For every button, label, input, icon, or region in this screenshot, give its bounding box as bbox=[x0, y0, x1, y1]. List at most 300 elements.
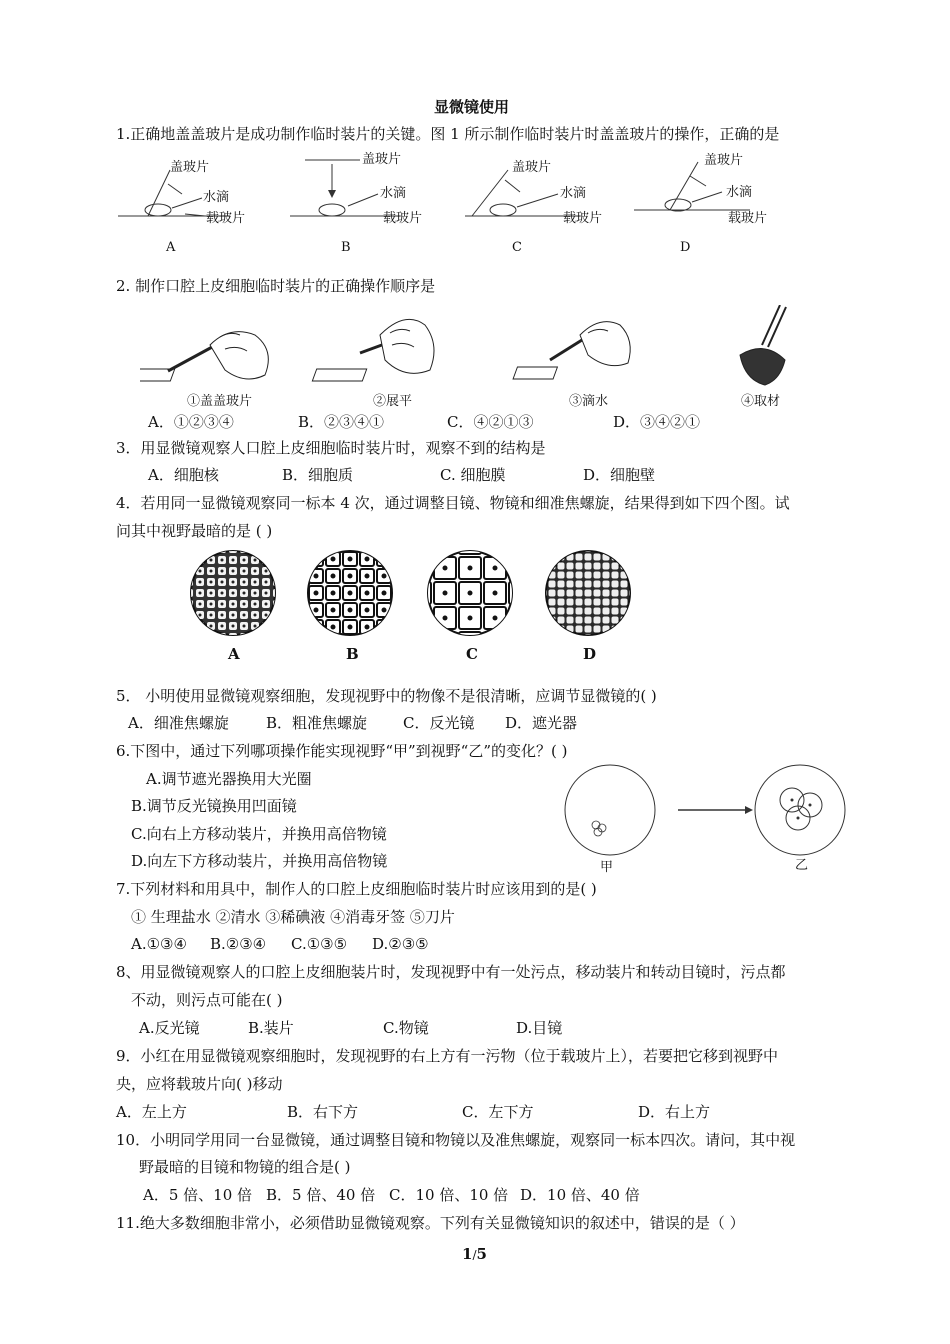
cell bbox=[585, 617, 592, 624]
cell bbox=[284, 589, 292, 597]
cell bbox=[558, 644, 565, 646]
cell bbox=[603, 581, 610, 588]
cell-nucleus bbox=[232, 614, 235, 617]
cell-nucleus bbox=[349, 609, 352, 612]
cell bbox=[549, 581, 556, 588]
cell bbox=[576, 635, 583, 642]
cell bbox=[621, 563, 628, 570]
cell-nucleus bbox=[349, 575, 352, 578]
cell-nucleus bbox=[276, 625, 279, 628]
cell-nucleus bbox=[469, 567, 472, 570]
cell bbox=[621, 545, 628, 552]
cell bbox=[558, 554, 565, 561]
cell-nucleus bbox=[199, 636, 202, 639]
field-label-c: C bbox=[466, 645, 478, 663]
cell bbox=[531, 563, 538, 570]
cell-nucleus bbox=[265, 548, 268, 551]
cell bbox=[603, 617, 610, 624]
cell bbox=[251, 545, 259, 553]
cell bbox=[273, 545, 281, 553]
cell-nucleus bbox=[366, 558, 369, 561]
cell bbox=[567, 545, 574, 552]
cell bbox=[309, 545, 323, 549]
cell-nucleus bbox=[210, 559, 213, 562]
cell-nucleus bbox=[276, 603, 279, 606]
cell-nucleus bbox=[254, 636, 257, 639]
cell-nucleus bbox=[332, 609, 335, 612]
cell bbox=[585, 626, 592, 633]
cell-nucleus bbox=[400, 626, 403, 629]
q6-option-b: B.调节反光镜换用凹面镜 bbox=[131, 797, 297, 815]
cell-nucleus bbox=[349, 592, 352, 595]
cell-nucleus bbox=[243, 614, 246, 617]
cell-nucleus bbox=[276, 636, 279, 639]
cell bbox=[558, 572, 565, 579]
cell bbox=[292, 586, 306, 600]
cell bbox=[540, 563, 547, 570]
cell bbox=[284, 633, 292, 641]
cell-nucleus bbox=[494, 567, 497, 570]
cell-nucleus bbox=[199, 603, 202, 606]
cell bbox=[509, 607, 531, 629]
question-1-text: 1.正确地盖盖玻片是成功制作临时装片的关键。图 1 所示制作临时装片时盖盖玻片的操作，正确的是 bbox=[116, 125, 780, 143]
cell bbox=[509, 557, 531, 579]
cell-nucleus bbox=[383, 626, 386, 629]
cell-nucleus bbox=[287, 581, 290, 584]
cell bbox=[576, 626, 583, 633]
option-letter: A bbox=[166, 240, 176, 255]
cell bbox=[549, 644, 556, 646]
question-9-line2: 央，应将载玻片向( )移动 bbox=[116, 1075, 283, 1093]
q7-option-c: C.①③⑤ bbox=[291, 935, 348, 953]
cell bbox=[185, 633, 193, 641]
cell bbox=[612, 572, 619, 579]
cell bbox=[196, 644, 204, 645]
cell-nucleus bbox=[400, 643, 403, 646]
cell bbox=[576, 644, 583, 646]
cell bbox=[594, 599, 601, 606]
cell bbox=[484, 545, 506, 554]
cell-nucleus bbox=[494, 642, 497, 645]
cell-nucleus bbox=[298, 575, 301, 578]
cell bbox=[549, 635, 556, 642]
cell bbox=[251, 644, 259, 645]
cell bbox=[612, 644, 619, 646]
cell bbox=[531, 617, 538, 624]
cell bbox=[309, 637, 323, 645]
cell bbox=[603, 644, 610, 646]
cell-nucleus bbox=[276, 570, 279, 573]
cell bbox=[185, 567, 193, 575]
cell bbox=[196, 545, 204, 553]
cell-nucleus bbox=[332, 626, 335, 629]
cell-nucleus bbox=[221, 636, 224, 639]
cell bbox=[621, 626, 628, 633]
cell bbox=[284, 600, 292, 608]
cell-nucleus bbox=[210, 625, 213, 628]
label-water: 水滴 bbox=[203, 190, 230, 205]
cell-nucleus bbox=[332, 592, 335, 595]
cell-nucleus bbox=[265, 636, 268, 639]
label-cover: 盖玻片 bbox=[704, 153, 744, 168]
cell bbox=[394, 620, 408, 634]
cell bbox=[621, 590, 628, 597]
cell bbox=[394, 586, 408, 600]
cell-nucleus bbox=[276, 548, 279, 551]
cell bbox=[612, 617, 619, 624]
cell bbox=[284, 567, 292, 575]
cell bbox=[284, 611, 292, 619]
cell-nucleus bbox=[210, 603, 213, 606]
q7-option-b: B.②③④ bbox=[210, 935, 267, 953]
cell bbox=[540, 599, 547, 606]
cell bbox=[262, 644, 270, 645]
cell-nucleus bbox=[366, 626, 369, 629]
cell bbox=[360, 637, 374, 645]
cell-nucleus bbox=[210, 636, 213, 639]
cell-nucleus bbox=[265, 603, 268, 606]
cell bbox=[292, 552, 306, 566]
cell bbox=[567, 599, 574, 606]
question-11-text: 11.绝大多数细胞非常小，必须借助显微镜观察。下列有关显微镜知识的叙述中，错误的是（ ） bbox=[116, 1214, 745, 1232]
cell bbox=[594, 572, 601, 579]
cell bbox=[621, 617, 628, 624]
cell bbox=[377, 545, 391, 549]
q5-option-a: A．细准焦螺旋 bbox=[128, 714, 229, 732]
cell bbox=[612, 590, 619, 597]
cell bbox=[284, 578, 292, 586]
q8-option-b: B.装片 bbox=[248, 1019, 294, 1037]
cell-nucleus bbox=[332, 558, 335, 561]
cell bbox=[549, 626, 556, 633]
cell-nucleus bbox=[188, 559, 191, 562]
cell bbox=[567, 608, 574, 615]
cell bbox=[394, 569, 408, 583]
cell-nucleus bbox=[366, 643, 369, 646]
cell-nucleus bbox=[287, 570, 290, 573]
cell-nucleus bbox=[221, 592, 224, 595]
cell bbox=[603, 545, 610, 552]
cell bbox=[531, 608, 538, 615]
cell bbox=[207, 633, 215, 641]
cell-nucleus bbox=[188, 548, 191, 551]
q8-option-c: C.物镜 bbox=[383, 1019, 429, 1037]
cell bbox=[585, 599, 592, 606]
cell-nucleus bbox=[383, 558, 386, 561]
cell bbox=[576, 617, 583, 624]
label-slide: 载玻片 bbox=[206, 211, 246, 226]
cell-nucleus bbox=[243, 625, 246, 628]
cell-nucleus bbox=[199, 559, 202, 562]
cell-nucleus bbox=[221, 603, 224, 606]
cell bbox=[262, 633, 270, 641]
label-water: 水滴 bbox=[726, 185, 753, 200]
cell bbox=[531, 545, 538, 552]
cell-nucleus bbox=[419, 617, 422, 620]
cell bbox=[531, 635, 538, 642]
cell-nucleus bbox=[366, 592, 369, 595]
cell-nucleus bbox=[519, 592, 522, 595]
cell-nucleus bbox=[254, 603, 257, 606]
cell-nucleus bbox=[210, 614, 213, 617]
cell-nucleus bbox=[419, 642, 422, 645]
cell bbox=[585, 554, 592, 561]
q4-microscope-fields bbox=[185, 545, 635, 645]
cell-nucleus bbox=[254, 625, 257, 628]
cell-nucleus bbox=[265, 625, 268, 628]
cell-nucleus bbox=[243, 559, 246, 562]
cell-nucleus bbox=[221, 581, 224, 584]
q6-option-a: A.调节遮光器换用大光圈 bbox=[146, 770, 312, 788]
cell bbox=[558, 617, 565, 624]
cell bbox=[576, 599, 583, 606]
cell bbox=[567, 635, 574, 642]
field-label-a: A bbox=[228, 645, 240, 663]
cell bbox=[612, 563, 619, 570]
cell bbox=[531, 590, 538, 597]
q10-option-d: D．10 倍、40 倍 bbox=[520, 1186, 640, 1204]
cell-nucleus bbox=[265, 581, 268, 584]
q6-option-d: D.向左下方移动装片，并换用高倍物镜 bbox=[131, 852, 388, 870]
cell bbox=[251, 633, 259, 641]
cell bbox=[531, 581, 538, 588]
cell-nucleus bbox=[199, 548, 202, 551]
cell bbox=[326, 637, 340, 645]
cell-nucleus bbox=[287, 625, 290, 628]
cell-nucleus bbox=[188, 625, 191, 628]
q6-field-change-figure bbox=[560, 760, 860, 860]
cell-nucleus bbox=[232, 559, 235, 562]
q2-option-d: D．③④②① bbox=[613, 413, 701, 431]
field-label-d: D bbox=[583, 645, 597, 663]
cell-nucleus bbox=[315, 609, 318, 612]
cell-nucleus bbox=[494, 617, 497, 620]
q7-items: ① 生理盐水 ②清水 ③稀碘液 ④消毒牙签 ⑤刀片 bbox=[131, 908, 455, 926]
cell-nucleus bbox=[332, 643, 335, 646]
cell bbox=[185, 556, 193, 564]
cell-nucleus bbox=[210, 570, 213, 573]
cell bbox=[540, 581, 547, 588]
cell-nucleus bbox=[444, 617, 447, 620]
cell bbox=[273, 611, 281, 619]
cell bbox=[540, 635, 547, 642]
cell-nucleus bbox=[287, 636, 290, 639]
label-slide: 载玻片 bbox=[563, 211, 603, 226]
label-slide: 载玻片 bbox=[383, 211, 423, 226]
step-flatten bbox=[312, 319, 434, 381]
cell bbox=[612, 554, 619, 561]
q5-option-b: B．粗准焦螺旋 bbox=[266, 714, 368, 732]
cell-nucleus bbox=[232, 625, 235, 628]
cell bbox=[273, 622, 281, 630]
cell-nucleus bbox=[221, 570, 224, 573]
cell-nucleus bbox=[315, 643, 318, 646]
field-label-b: B bbox=[346, 645, 359, 663]
cell-nucleus bbox=[199, 570, 202, 573]
cell bbox=[621, 554, 628, 561]
cell-nucleus bbox=[254, 559, 257, 562]
q2-option-a: A．①②③④ bbox=[148, 413, 234, 431]
cell bbox=[621, 599, 628, 606]
cell bbox=[576, 572, 583, 579]
cell bbox=[540, 617, 547, 624]
page-title: 显微镜使用 bbox=[434, 98, 510, 116]
cell bbox=[531, 572, 538, 579]
cell bbox=[284, 545, 292, 553]
cell bbox=[273, 567, 281, 575]
cell bbox=[603, 635, 610, 642]
cell-nucleus bbox=[243, 636, 246, 639]
q9-option-a: A．左上方 bbox=[116, 1103, 187, 1121]
cell-nucleus bbox=[298, 626, 301, 629]
cell bbox=[360, 545, 374, 549]
q6-option-c: C.向右上方移动装片，并换用高倍物镜 bbox=[131, 825, 387, 843]
cell-nucleus bbox=[349, 626, 352, 629]
cell bbox=[549, 563, 556, 570]
cell-nucleus bbox=[188, 636, 191, 639]
cell-nucleus bbox=[265, 592, 268, 595]
q7-option-d: D.②③⑤ bbox=[372, 935, 429, 953]
cell bbox=[185, 622, 193, 630]
cell-nucleus bbox=[243, 603, 246, 606]
option-letter: D bbox=[680, 240, 691, 255]
step-cover-slip bbox=[140, 332, 268, 381]
cell-nucleus bbox=[221, 614, 224, 617]
cell bbox=[292, 637, 306, 645]
q3-option-b: B．细胞质 bbox=[282, 466, 354, 484]
question-8-line2: 不动，则污点可能在( ) bbox=[131, 991, 283, 1009]
cell bbox=[612, 626, 619, 633]
cell bbox=[273, 644, 281, 645]
cell-nucleus bbox=[315, 558, 318, 561]
cell bbox=[630, 635, 636, 642]
cell bbox=[409, 545, 431, 554]
cell bbox=[594, 617, 601, 624]
cell bbox=[585, 608, 592, 615]
cell-nucleus bbox=[265, 614, 268, 617]
cell-nucleus bbox=[287, 603, 290, 606]
cell bbox=[594, 608, 601, 615]
cell bbox=[594, 581, 601, 588]
cell bbox=[630, 626, 636, 633]
cell bbox=[558, 545, 565, 552]
cell bbox=[585, 563, 592, 570]
cell bbox=[273, 633, 281, 641]
q10-option-a: A．5 倍、10 倍 bbox=[143, 1186, 252, 1204]
question-8-line1: 8、用显微镜观察人的口腔上皮细胞装片时，发现视野中有一处污点，移动装片和转动目镜时，污点都 bbox=[116, 963, 786, 981]
q3-option-a: A．细胞核 bbox=[148, 466, 219, 484]
page-separator: / bbox=[472, 1248, 477, 1262]
cell-nucleus bbox=[315, 626, 318, 629]
cell bbox=[394, 637, 408, 645]
cell bbox=[621, 635, 628, 642]
cell bbox=[594, 563, 601, 570]
cell-nucleus bbox=[221, 559, 224, 562]
q10-option-c: C．10 倍、10 倍 bbox=[389, 1186, 509, 1204]
cell bbox=[594, 626, 601, 633]
cell bbox=[558, 608, 565, 615]
cell-nucleus bbox=[243, 548, 246, 551]
cell bbox=[540, 545, 547, 552]
cell-nucleus bbox=[400, 575, 403, 578]
field-label-jia: 甲 bbox=[600, 860, 614, 875]
cell bbox=[576, 608, 583, 615]
cell bbox=[612, 599, 619, 606]
cell-nucleus bbox=[383, 643, 386, 646]
cell bbox=[540, 644, 547, 646]
label-cover: 盖玻片 bbox=[512, 160, 552, 175]
q9-option-c: C．左下方 bbox=[462, 1103, 534, 1121]
cell-nucleus bbox=[298, 643, 301, 646]
cell bbox=[576, 590, 583, 597]
cell-nucleus bbox=[276, 614, 279, 617]
cell-nucleus bbox=[232, 570, 235, 573]
cell-nucleus bbox=[232, 581, 235, 584]
label-cover: 盖玻片 bbox=[362, 152, 402, 167]
q10-option-b: B．5 倍、40 倍 bbox=[266, 1186, 376, 1204]
cell-nucleus bbox=[276, 581, 279, 584]
cell bbox=[549, 590, 556, 597]
cell bbox=[612, 545, 619, 552]
option-letter: C bbox=[512, 240, 522, 255]
q9-option-d: D．右上方 bbox=[638, 1103, 711, 1121]
cell bbox=[594, 554, 601, 561]
cell bbox=[549, 617, 556, 624]
field-d bbox=[531, 545, 636, 645]
cell bbox=[292, 603, 306, 617]
cell-nucleus bbox=[221, 548, 224, 551]
cell bbox=[377, 552, 391, 566]
cell-nucleus bbox=[188, 570, 191, 573]
cell bbox=[531, 644, 538, 646]
cell bbox=[185, 611, 193, 619]
cell bbox=[326, 545, 340, 549]
cell-nucleus bbox=[469, 617, 472, 620]
cell-nucleus bbox=[199, 592, 202, 595]
cell-nucleus bbox=[444, 592, 447, 595]
question-4-line2: 问其中视野最暗的是 ( ) bbox=[116, 522, 273, 540]
cell bbox=[309, 552, 323, 566]
cell bbox=[576, 563, 583, 570]
q8-option-d: D.目镜 bbox=[516, 1019, 563, 1037]
cell-nucleus bbox=[188, 581, 191, 584]
cell bbox=[229, 545, 237, 553]
cell bbox=[585, 581, 592, 588]
cell bbox=[531, 554, 538, 561]
cell bbox=[585, 572, 592, 579]
cell bbox=[409, 632, 431, 645]
step-caption: ④取材 bbox=[741, 394, 781, 409]
cell bbox=[377, 637, 391, 645]
cell bbox=[630, 563, 636, 570]
cell-nucleus bbox=[519, 642, 522, 645]
step-caption: ①盖盖玻片 bbox=[187, 394, 253, 409]
cell bbox=[630, 608, 636, 615]
cell bbox=[576, 581, 583, 588]
cell-nucleus bbox=[232, 603, 235, 606]
cell bbox=[394, 545, 408, 549]
cell-nucleus bbox=[444, 567, 447, 570]
question-9-line1: 9．小红在用显微镜观察细胞时，发现视野的右上方有一污物（位于载玻片上），若要把它移到视野中 bbox=[116, 1047, 779, 1065]
current-page: 1 bbox=[462, 1245, 473, 1263]
cell bbox=[567, 581, 574, 588]
cell bbox=[409, 607, 431, 629]
cell-nucleus bbox=[519, 567, 522, 570]
cell-nucleus bbox=[400, 558, 403, 561]
cell bbox=[434, 545, 456, 554]
cell-nucleus bbox=[383, 592, 386, 595]
cell bbox=[567, 572, 574, 579]
